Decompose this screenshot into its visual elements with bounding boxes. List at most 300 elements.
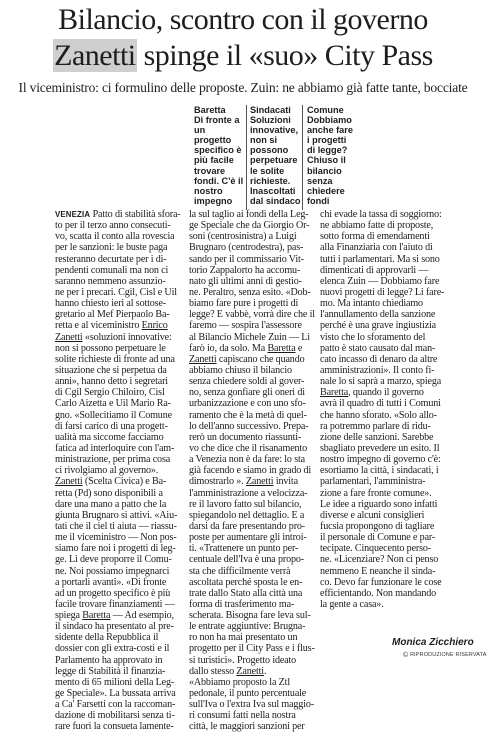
headline-text-1: Bilancio, scontro con il governo bbox=[58, 3, 428, 36]
article-line bbox=[189, 209, 318, 220]
article-text: darsi da fare presentando pro- bbox=[189, 520, 306, 532]
article-text: ge Speciale che da Giorgio Or- bbox=[189, 220, 310, 232]
article-line bbox=[320, 588, 450, 599]
article-line bbox=[320, 242, 450, 253]
pull-quote-sindacati bbox=[250, 105, 308, 206]
article-line bbox=[55, 610, 188, 621]
pull-quote-line: chiedere bbox=[307, 185, 345, 196]
article-line bbox=[320, 566, 450, 577]
pull-quote-line: fondi bbox=[307, 195, 330, 206]
article-line bbox=[189, 320, 318, 331]
article-text: saranno nemmeno assunzio- bbox=[55, 275, 166, 287]
article-text: che hanno sforato. «Solo allo- bbox=[320, 409, 437, 421]
pull-quote-line: Inascoltati bbox=[250, 185, 296, 196]
highlighted-name: Zanetti bbox=[236, 665, 264, 677]
article-line bbox=[189, 432, 318, 443]
article-line bbox=[189, 621, 318, 632]
pull-quote-line: Dobbiamo bbox=[307, 115, 352, 126]
article-text: amministrazioni». Il conto fi- bbox=[320, 364, 435, 376]
headline-name-highlight: Zanetti bbox=[54, 39, 136, 72]
article-line bbox=[189, 265, 318, 276]
article-text: il sindaco ha presentato al pre- bbox=[55, 621, 174, 633]
pull-quote-comune bbox=[307, 105, 365, 206]
pull-quote-baretta bbox=[194, 105, 252, 206]
article-line bbox=[55, 643, 188, 654]
article-line bbox=[320, 499, 450, 510]
article-text: di Cgil Sergio Chiloiro, Cisl bbox=[55, 387, 165, 399]
article-line bbox=[320, 276, 450, 287]
article-text: rare fuori la consueta lamente- bbox=[55, 721, 174, 733]
article-column-2 bbox=[189, 209, 318, 733]
article-line bbox=[189, 488, 318, 499]
article-text: pendenti comunali ma non ci bbox=[55, 264, 169, 276]
pull-quote-line: fondi. C'è il bbox=[194, 175, 244, 186]
article-line bbox=[320, 220, 450, 231]
article-line bbox=[55, 387, 188, 398]
article-line bbox=[55, 309, 188, 320]
article-line bbox=[189, 254, 318, 265]
pull-quote-line: Comune bbox=[307, 105, 344, 115]
article-line bbox=[55, 343, 188, 354]
article-text: situazione che si perpetua da bbox=[55, 364, 167, 376]
article-text: me il viceministro — Non pos- bbox=[55, 532, 177, 544]
article-line bbox=[320, 432, 450, 443]
article-line bbox=[55, 599, 188, 610]
article-text: ne. Noi possiamo impegnarci bbox=[55, 565, 170, 577]
article-line bbox=[189, 343, 318, 354]
article-line bbox=[55, 242, 188, 253]
byline: Monica Zicchiero bbox=[392, 637, 474, 648]
subtitle: Il viceministro: ci formulino delle proposte. Zuin: ne abbiamo già fatte tante, bocciate bbox=[18, 80, 468, 95]
highlighted-name: Baretta bbox=[267, 342, 296, 354]
article-line bbox=[189, 599, 318, 610]
pull-quote-line: senza bbox=[307, 175, 333, 186]
article-line bbox=[55, 677, 188, 688]
highlighted-name: Enrico bbox=[141, 320, 168, 332]
article-line bbox=[55, 710, 188, 721]
article-text: l'amministrazione a velocizza- bbox=[189, 487, 308, 499]
article-text: sta che difficilmente verrà bbox=[189, 565, 291, 577]
article-text: ualità ma siccome facciamo bbox=[55, 431, 164, 443]
article-line bbox=[189, 365, 318, 376]
article-text: gretario al Mef Pierpaolo Ba- bbox=[55, 309, 170, 321]
article-text: scherata. Bisogna fare leva sul- bbox=[189, 610, 311, 622]
article-text: dimenticati di approvarli — bbox=[320, 264, 429, 276]
article-line bbox=[189, 476, 318, 487]
article-text: non si possono perpetuare le bbox=[55, 342, 166, 354]
article-text: Parlamento ha approvato in bbox=[55, 654, 163, 666]
article-text: zione delle sanzioni. Sarebbe bbox=[320, 431, 434, 443]
highlighted-name: Baretta bbox=[82, 610, 111, 622]
article-line bbox=[320, 521, 450, 532]
article-text: spiega bbox=[55, 610, 83, 622]
article-text: ro non ha mai presentato un bbox=[189, 632, 298, 644]
article-text: tati che il ciel ti aiuta — riassu- bbox=[55, 520, 177, 532]
article-line bbox=[320, 554, 450, 565]
article-line bbox=[320, 309, 450, 320]
article-line bbox=[320, 231, 450, 242]
article-text: perché è una grave ingiustizia bbox=[320, 320, 437, 332]
article-line bbox=[55, 265, 188, 276]
article-text: anni», hanno detto i segretari bbox=[55, 376, 168, 388]
article-text: per le sanzioni: le buste paga bbox=[55, 242, 168, 254]
pull-quote-line: le solite bbox=[250, 165, 285, 176]
article-text: già facendo e siamo in grado di bbox=[189, 465, 312, 477]
article-text: forma di trasferimento ma- bbox=[189, 598, 295, 610]
article-text: pedonale, il punto percentuale bbox=[189, 688, 307, 700]
article-text: ne. Peraltro, senza esito. «Dob- bbox=[189, 286, 311, 298]
article-text: sotto forma di emendamenti bbox=[320, 231, 430, 243]
article-line bbox=[55, 621, 188, 632]
article-text: a Venezia non è da fare: lo sta bbox=[189, 454, 305, 466]
article-line bbox=[55, 320, 188, 331]
article-line bbox=[189, 666, 318, 677]
article-text: a Ca' Farsetti con la raccoman- bbox=[55, 699, 176, 711]
article-text: biamo fare pure i progetti di bbox=[189, 298, 299, 310]
article-line bbox=[55, 465, 188, 476]
article-line bbox=[55, 298, 188, 309]
article-text: legge? E vabbè, vorrà dire che il bbox=[189, 309, 315, 321]
pull-quote-line: i progetti bbox=[307, 135, 347, 146]
article-text: alla Finanziaria con l'aiuto di bbox=[320, 242, 433, 254]
copyright-icon: © bbox=[403, 652, 409, 659]
article-text: a portarli avanti». «Di fronte bbox=[55, 576, 167, 588]
pull-quote-line: anche fare bbox=[307, 125, 353, 136]
article-line bbox=[320, 354, 450, 365]
article-line bbox=[55, 220, 188, 231]
article-text: torio Zappalorto ha accomu- bbox=[189, 264, 301, 276]
article-text: Patto di stabilità sfora- bbox=[90, 209, 181, 220]
article-text: avrà il quadro di tutti i Comuni bbox=[320, 398, 441, 410]
article-line bbox=[55, 554, 188, 565]
article-line bbox=[55, 510, 188, 521]
article-text: «Abbiamo proposto la Ztl bbox=[189, 676, 290, 688]
article-line bbox=[189, 699, 318, 710]
article-line bbox=[320, 443, 450, 454]
article-line bbox=[189, 554, 318, 565]
article-text: — Ad esempio, bbox=[110, 610, 174, 622]
article-line bbox=[320, 343, 450, 354]
article-line bbox=[55, 276, 188, 287]
article-line bbox=[55, 254, 188, 265]
article-line bbox=[189, 410, 318, 421]
pull-quote-line: bilancio bbox=[307, 165, 342, 176]
article-text: fucsia propongono di tagliare bbox=[320, 520, 435, 532]
article-line bbox=[189, 510, 318, 521]
article-text: , quando il governo bbox=[348, 387, 424, 399]
pull-quote-line: Soluzioni bbox=[250, 115, 291, 126]
article-text: faremo — sospira l'assessore bbox=[189, 320, 302, 332]
article-line bbox=[320, 254, 450, 265]
article-line bbox=[320, 510, 450, 521]
article-text: dazione di mobilitarsi senza ti- bbox=[55, 710, 175, 722]
article-line bbox=[189, 710, 318, 721]
article-line bbox=[55, 287, 188, 298]
article-line bbox=[189, 387, 318, 398]
article-text: Carlo Aizetta e Uil Mario Ra- bbox=[55, 398, 171, 410]
article-text: ministrazione, per prima cosa bbox=[55, 454, 171, 466]
article-line bbox=[55, 421, 188, 432]
article-text: farò io, da solo. Ma bbox=[189, 342, 268, 354]
article-line bbox=[189, 588, 318, 599]
article-text: l'annullamento della sanzione bbox=[320, 309, 436, 321]
article-line bbox=[320, 488, 450, 499]
article-text: ti. «Trattenere un punto per- bbox=[189, 543, 299, 555]
article-line bbox=[189, 231, 318, 242]
article-line bbox=[189, 421, 318, 432]
article-line bbox=[189, 287, 318, 298]
article-line bbox=[189, 398, 318, 409]
article-line bbox=[55, 398, 188, 409]
dateline: VENEZIA bbox=[55, 210, 91, 219]
article-line bbox=[55, 476, 188, 487]
article-line bbox=[320, 376, 450, 387]
article-line bbox=[189, 610, 318, 621]
article-text: fatica ad interloquire con l'am- bbox=[55, 442, 175, 454]
article-text: co. Devo far funzionare le cose bbox=[320, 576, 442, 588]
pull-quote-line: di legge? bbox=[307, 145, 348, 156]
article-line bbox=[55, 566, 188, 577]
article-text: sbagliato prevedere un esito. Il bbox=[320, 442, 440, 454]
article-line bbox=[55, 543, 188, 554]
article-text: ri consumi fatti nella nostra bbox=[189, 710, 296, 722]
article-text: città, le maggiori sanzioni per bbox=[189, 721, 305, 733]
article-text: dallo stesso bbox=[189, 665, 237, 677]
article-text: chi evade la tassa di soggiorno: bbox=[320, 209, 442, 220]
article-line bbox=[189, 354, 318, 365]
pull-quote-line: non si bbox=[250, 135, 278, 146]
article-text: legge di Stabilità il finanzia- bbox=[55, 665, 166, 677]
pull-quote-line: specifico è bbox=[194, 145, 242, 156]
article-text: di farsi carico di una progett- bbox=[55, 420, 168, 432]
article-text: sidente della Repubblica il bbox=[55, 632, 159, 644]
article-text: nostro impegno di governo c'è: bbox=[320, 454, 441, 466]
article-text: poste per aumentare gli introi- bbox=[189, 532, 307, 544]
pull-quote-line: possono bbox=[250, 145, 289, 156]
article-text: vo, scatta il conto alla rovescia bbox=[55, 231, 175, 243]
article-line bbox=[55, 410, 188, 421]
article-line bbox=[55, 688, 188, 699]
article-text: patto è stato causato dal man- bbox=[320, 342, 436, 354]
article-text: (Scelta Civica) e Ba- bbox=[82, 476, 167, 488]
pull-quote-divider bbox=[246, 105, 247, 210]
article-text: Le idee a riguardo sono infatti bbox=[320, 498, 438, 510]
article-line bbox=[189, 643, 318, 654]
article-text: tutti i parlamentari. Ma si sono bbox=[320, 253, 440, 265]
article-text: ramento che è la metà di quel- bbox=[189, 409, 307, 421]
article-line bbox=[55, 588, 188, 599]
article-text: sando per il commissario Vit- bbox=[189, 253, 304, 265]
copyright-notice bbox=[403, 652, 487, 659]
article-line bbox=[55, 632, 188, 643]
pull-quote-line: Di fronte a bbox=[194, 115, 240, 126]
headline-line-2 bbox=[0, 39, 486, 73]
article-text: visto che lo sforamento del bbox=[320, 331, 426, 343]
article-text: cato incasso di denaro da altre bbox=[320, 353, 438, 365]
article-text: diverse e alcuni consiglieri bbox=[320, 509, 425, 521]
article-line bbox=[320, 421, 450, 432]
article-line bbox=[189, 655, 318, 666]
pull-quote-line: richieste. bbox=[250, 175, 291, 186]
article-line bbox=[320, 398, 450, 409]
article-text: spiegandolo nel dettaglio. E a bbox=[189, 509, 305, 521]
article-text: parlamentari, l'amministra- bbox=[320, 476, 426, 488]
article-text: no, senza gonfiare gli oneri di bbox=[189, 387, 305, 399]
article-line bbox=[320, 287, 450, 298]
article-line bbox=[55, 376, 188, 387]
article-line bbox=[189, 220, 318, 231]
highlighted-name: Baretta bbox=[320, 387, 349, 399]
article-text: ge. Li deve proporre il Comu- bbox=[55, 554, 172, 566]
article-text: trate dallo Stato alla città una bbox=[189, 587, 303, 599]
article-line bbox=[55, 332, 188, 343]
pull-quote-divider bbox=[302, 105, 303, 210]
article-text: ge Speciale». La bussata arriva bbox=[55, 688, 176, 700]
article-text: mento di 65 milioni della Leg- bbox=[55, 676, 175, 688]
article-line bbox=[320, 320, 450, 331]
headline-line-1 bbox=[0, 3, 486, 37]
article-line bbox=[55, 666, 188, 677]
article-line bbox=[55, 655, 188, 666]
article-text: retta e al viceministro bbox=[55, 320, 142, 332]
article-line bbox=[320, 465, 450, 476]
article-line bbox=[320, 365, 450, 376]
article-column-3 bbox=[320, 209, 450, 610]
headline-text-2: spinge il «suo» City Pass bbox=[136, 39, 433, 72]
pull-quote-line: progetto bbox=[194, 135, 232, 146]
article-line bbox=[55, 488, 188, 499]
highlighted-name: Zanetti bbox=[245, 476, 274, 488]
pull-quote-line: trovare bbox=[194, 165, 226, 176]
article-text: nemmeno E neanche il sinda- bbox=[320, 565, 436, 577]
article-text: to per il terzo anno consecuti- bbox=[55, 220, 171, 232]
article-line bbox=[320, 209, 450, 220]
article-text: ra potremmo parlare di ridu- bbox=[320, 420, 431, 432]
article-line bbox=[320, 410, 450, 421]
pull-quote-line: Baretta bbox=[194, 105, 226, 115]
article-line bbox=[55, 209, 188, 220]
article-text: il personale di Comune e par- bbox=[320, 532, 436, 544]
article-line bbox=[189, 577, 318, 588]
article-text: senza chiedere soldi al gover- bbox=[189, 376, 305, 388]
article-line bbox=[189, 309, 318, 320]
article-line bbox=[189, 499, 318, 510]
article-line bbox=[55, 521, 188, 532]
article-text: sull'Iva o l'extra Iva sul maggio- bbox=[189, 699, 314, 711]
pull-quote-line: impegno bbox=[194, 195, 233, 206]
article-line bbox=[189, 632, 318, 643]
article-text: resteranno decurtate per i di- bbox=[55, 253, 167, 265]
pull-quote-line: Sindacati bbox=[250, 105, 291, 115]
pull-quote-line: Chiuso il bbox=[307, 155, 346, 166]
article-line bbox=[189, 521, 318, 532]
article-text: si turistici». Progetto ideato bbox=[189, 654, 297, 666]
article-line bbox=[189, 443, 318, 454]
article-text: elenca Zuin — Dobbiamo fare bbox=[320, 275, 440, 287]
article-text: efficientando. Non mandando bbox=[320, 587, 437, 599]
article-line bbox=[55, 699, 188, 710]
article-text: ne abbiamo fatte di proposte, bbox=[320, 220, 434, 232]
article-line bbox=[189, 543, 318, 554]
article-text: giunta Brugnaro si attivi. «Aiu- bbox=[55, 509, 178, 521]
article-line bbox=[320, 265, 450, 276]
article-text: facile trovare finanziamenti — bbox=[55, 598, 175, 610]
article-text: lo dell'anno successivo. Prepa- bbox=[189, 420, 309, 432]
article-text: «soluzioni innovative: bbox=[82, 331, 172, 343]
article-line bbox=[320, 332, 450, 343]
article-line bbox=[189, 532, 318, 543]
highlighted-name: Zanetti bbox=[55, 476, 83, 488]
article-line bbox=[55, 532, 188, 543]
article-line bbox=[55, 231, 188, 242]
article-text: progetto per il City Pass e i flus- bbox=[189, 643, 315, 655]
article-line bbox=[189, 465, 318, 476]
article-line bbox=[320, 387, 450, 398]
article-text: ci rivolgiamo al governo». bbox=[55, 465, 159, 477]
article-text: solite richieste di fronte ad una bbox=[55, 353, 175, 365]
article-line bbox=[55, 454, 188, 465]
article-text: retta (Pd) sono disponibili a bbox=[55, 487, 163, 499]
article-line bbox=[55, 354, 188, 365]
article-text: capiscano che quando bbox=[216, 353, 305, 365]
article-text: soni (centrosinistra) a Luigi bbox=[189, 231, 297, 243]
pull-quote-line: dal sindaco bbox=[250, 195, 301, 206]
article-line bbox=[320, 454, 450, 465]
highlighted-name: Zanetti bbox=[55, 331, 83, 343]
article-text: centuale dell'Iva è una propo- bbox=[189, 554, 305, 566]
article-text: la gente a casa». bbox=[320, 598, 384, 610]
article-line bbox=[320, 577, 450, 588]
pull-quote-line: nostro bbox=[194, 185, 223, 196]
article-line bbox=[189, 677, 318, 688]
article-text: dimostrarlo ». bbox=[189, 476, 246, 488]
article-text: ne. «Licenziare? Non ci penso bbox=[320, 554, 439, 566]
article-line bbox=[320, 532, 450, 543]
article-line bbox=[189, 276, 318, 287]
article-text: dare una mano a patto che la bbox=[55, 498, 167, 510]
article-line bbox=[320, 543, 450, 554]
article-line bbox=[189, 298, 318, 309]
article-text: tecipate. Cinquecento perso- bbox=[320, 543, 431, 555]
article-text: nato gli ultimi anni di gestio- bbox=[189, 275, 302, 287]
article-text: ad un progetto specifico è più bbox=[55, 587, 171, 599]
article-text: esortiamo la città, i sindacati, i bbox=[320, 465, 439, 477]
article-text: urbanizzazione e con uno sfo- bbox=[189, 398, 306, 410]
article-text: re il lavoro fatto sul bilancio, bbox=[189, 498, 302, 510]
pull-quote-line: un bbox=[194, 125, 206, 136]
article-text: dossier con gli extra-costi e il bbox=[55, 643, 170, 655]
article-line bbox=[55, 499, 188, 510]
article-text: la sul taglio ai fondi della Leg- bbox=[189, 209, 309, 220]
article-text: zione a fare fronte comune». bbox=[320, 487, 432, 499]
article-text: gno. «Sollecitiamo il Comune bbox=[55, 409, 172, 421]
article-line bbox=[55, 577, 188, 588]
article-text: vo che dice che il risanamento bbox=[189, 442, 307, 454]
article-text: abbiamo chiuso il bilancio bbox=[189, 364, 292, 376]
copyright-text: RIPRODUZIONE RISERVATA bbox=[410, 652, 487, 658]
article-line bbox=[189, 242, 318, 253]
article-line bbox=[55, 432, 188, 443]
article-line bbox=[189, 721, 318, 732]
article-line bbox=[189, 688, 318, 699]
article-line bbox=[189, 376, 318, 387]
article-line bbox=[320, 599, 450, 610]
pull-quote-line: perpetuare bbox=[250, 155, 298, 166]
article-text: ne per i precari. Cgil, Cisl e Uil bbox=[55, 286, 177, 298]
article-line bbox=[55, 443, 188, 454]
highlighted-name: Zanetti bbox=[189, 353, 217, 365]
article-text: . bbox=[263, 665, 267, 677]
